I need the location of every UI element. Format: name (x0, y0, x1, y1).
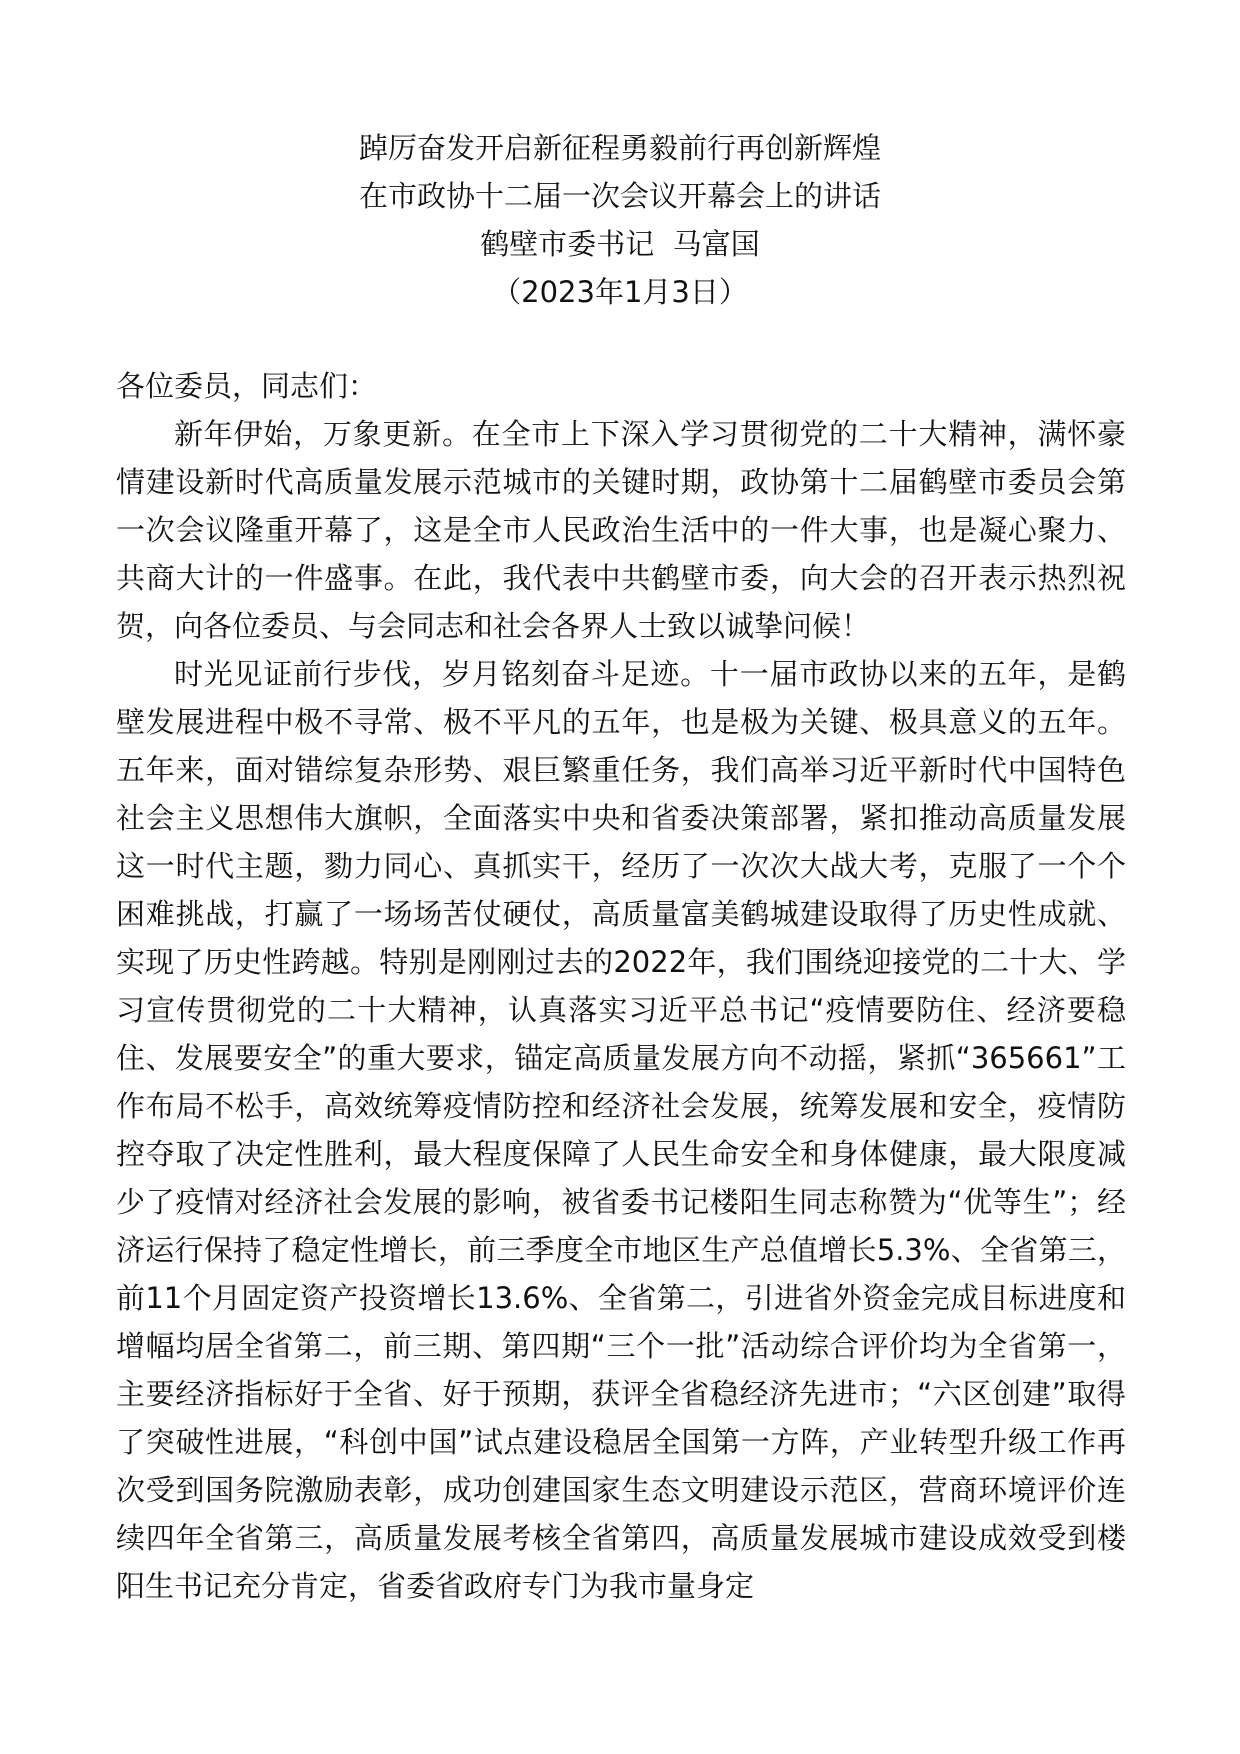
salutation: 各位委员，同志们： (116, 369, 378, 403)
document-subtitle: 在市政协十二届一次会议开幕会上的讲话 (358, 179, 881, 213)
document-body (116, 362, 1126, 1610)
document-date: （2023年1月3日） (492, 275, 748, 309)
document-header (0, 124, 1240, 316)
document-author: 鹤壁市委书记 马富国 (480, 227, 760, 261)
paragraph-review: 时光见证前行步伐，岁月铭刻奋斗足迹。十一届市政协以来的五年，是鹤壁发展进程中极不寻常、极不平凡的五年，也是极为关键、极具意义的五年。五年来，面对错综复杂形势、艰巨繁重任务，我们高举习近平新时代中国特色社会主义思想伟大旗帜，全面落实中央和省委决策部署，紧扣推动高质量发展这一时代主题，勠力同心、真抓实干，经历了一次次大战大考，克服了一个个困难挑战，打赢了一场场苦仗硬仗，高质量富美鹤城建设取得了历史性成就、实现了历史性跨越。特别是刚刚过去的2022年，我们围绕迎接党的二十大、学习宣传贯彻党的二十大精神，认真落实习近平总书记“疫情要防住、经济要稳住、发展要安全”的重大要求，锚定高质量发展方向不动摇，紧抓“365661”工作布局不松手，高效统筹疫情防控和经济社会发展，统筹发展和安全，疫情防控夺取了决定性胜利，最大程度保障了人民生命安全和身体健康，最大限度减少了疫情对经济社会发展的影响，被省委书记楼阳生同志称赞为“优等生”；经济运行保持了稳定性增长，前三季度全市地区生产总值增长5.3%、全省第三，前11个月固定资产投资增长13.6%、全省第二，引进省外资金完成目标进度和增幅均居全省第二，前三期、第四期“三个一批”活动综合评价均为全省第一，主要经济指标好于全省、好于预期，获评全省稳经济先进市；“六区创建”取得了突破性进展，“科创中国”试点建设稳居全国第一方阵，产业转型升级工作再次受到国务院激励表彰，成功创建国家生态文明建设示范区，营商环境评价连续四年全省第三，高质量发展考核全省第四，高质量发展城市建设成效受到楼阳生书记充分肯定，省委省政府专门为我市量身定 (116, 657, 1126, 1603)
document-title: 踔厉奋发开启新征程勇毅前行再创新辉煌 (358, 131, 881, 165)
paragraph-opening: 新年伊始，万象更新。在全市上下深入学习贯彻党的二十大精神，满怀豪情建设新时代高质量发展示范城市的关键时期，政协第十二届鹤壁市委员会第一次会议隆重开幕了，这是全市人民政治生活中的一件大事，也是凝心聚力、共商大计的一件盛事。在此，我代表中共鹤壁市委，向大会的召开表示热烈祝贺，向各位委员、与会同志和社会各界人士致以诚挚问候！ (116, 417, 1126, 643)
